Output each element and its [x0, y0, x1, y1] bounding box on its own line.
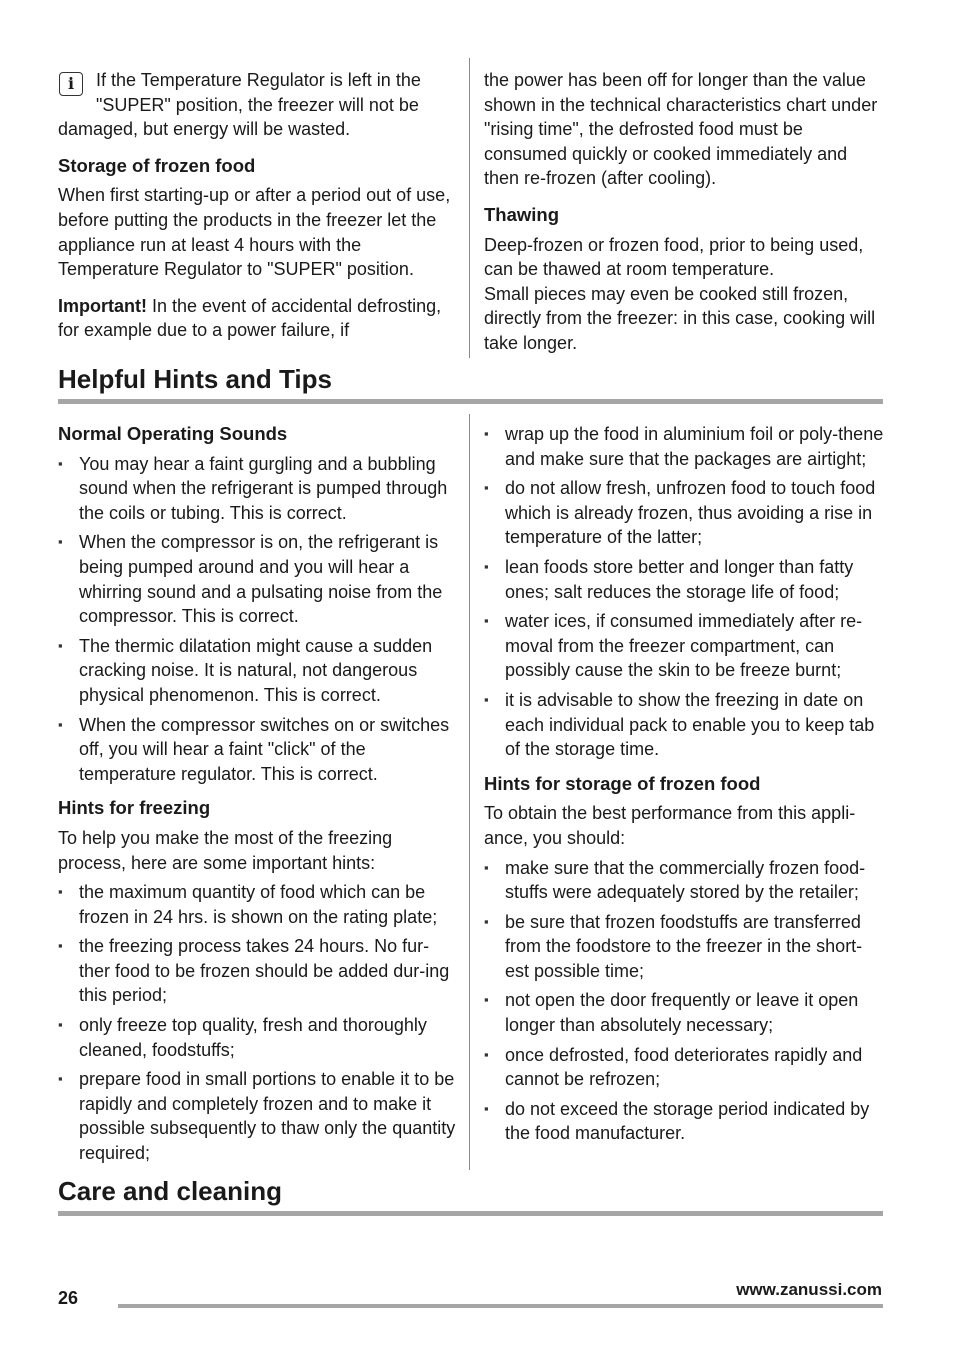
info-icon: i	[59, 72, 83, 96]
list-item: ▪ When the compressor is on, the refrigerant is being pumped around and you will hear a whirring sound and a pulsating noise from the compressor. This is correct.	[58, 530, 458, 628]
section-title-hints: Helpful Hints and Tips	[58, 364, 332, 394]
thawing-text-1: Deep-frozen or frozen food, prior to being used, can be thawed at room temperature.	[484, 234, 864, 280]
list-item: ▪ it is advisable to show the freezing in date on each individual pack to enable you to keep tab of the storage time.	[484, 688, 884, 762]
list-item: ▪ be sure that frozen foodstuffs are transferred from the foodstore to the freezer in the short-est possible time;	[484, 910, 884, 984]
column-divider	[469, 414, 470, 1170]
thawing-heading: Thawing	[484, 203, 560, 225]
info-note-text: If the Temperature Regulator is left in the "SUPER" position, the freezer will not be damaged, but energy will be wasted.	[58, 70, 421, 140]
list-item: ▪ the freezing process takes 24 hours. No fur-ther food to be frozen should be added dur-ing this period;	[58, 934, 458, 1008]
info-note	[58, 68, 458, 142]
thawing-text-2: Small pieces may even be cooked still frozen, directly from the freezer: in this case, cooking will take longer.	[484, 283, 876, 353]
list-item: ▪ do not allow fresh, unfrozen food to touch food which is already frozen, thus avoiding a rise in temperature of the latter;	[484, 476, 884, 550]
list-item: ▪ lean foods store better and longer than fatty ones; salt reduces the storage life of food;	[484, 555, 884, 604]
page-number: 26	[58, 1288, 79, 1308]
list-item: ▪ When the compressor switches on or switches off, you will hear a faint "click" of the temperature regulator. This is correct.	[58, 713, 458, 787]
footer-url[interactable]: www.zanussi.com	[736, 1280, 882, 1299]
continued-text: the power has been off for longer than the value shown in the technical characteristics chart under "rising time", the defrosted food must be consumed quickly or cooked immediately and then re-frozen (after cooling).	[484, 70, 878, 189]
storage-text: When first starting-up or after a period out of use, before putting the products in the freezer let the appliance run at least 4 hours with the Temperature Regulator to "SUPER" position.	[58, 185, 451, 280]
important-label: Important!	[58, 295, 147, 316]
important-paragraph	[58, 294, 458, 343]
sounds-heading: Normal Operating Sounds	[58, 423, 288, 444]
footer-rule	[118, 1304, 883, 1308]
storage-hints-heading: Hints for storage of frozen food	[484, 772, 761, 794]
list-item: ▪ The thermic dilatation might cause a sudden cracking noise. It is natural, not dangerous physical phenomenon. This is correct.	[58, 634, 458, 708]
section-title-care: Care and cleaning	[58, 1176, 282, 1206]
freezing-intro: To help you make the most of the freezing process, here are some important hints:	[58, 827, 393, 873]
top-right-column	[484, 68, 884, 356]
freezing-heading: Hints for freezing	[58, 797, 211, 819]
section-rule	[58, 1211, 883, 1216]
list-item: ▪ do not exceed the storage period indicated by the food manufacturer.	[484, 1097, 884, 1146]
storage-hints-intro: To obtain the best performance from this appli-ance, you should:	[484, 803, 856, 848]
list-item: ▪ the maximum quantity of food which can be frozen in 24 hrs. is shown on the rating plate;	[58, 880, 458, 929]
column-divider	[469, 58, 470, 358]
section-rule	[58, 399, 883, 404]
list-item: ▪ only freeze top quality, fresh and thoroughly cleaned, foodstuffs;	[58, 1013, 458, 1062]
list-item: ▪ not open the door frequently or leave it open longer than absolutely necessary;	[484, 988, 884, 1037]
top-left-column	[58, 68, 458, 343]
list-item: ▪ prepare food in small portions to enable it to be rapidly and completely frozen and to make it possible subsequently to thaw only the quantity required;	[58, 1067, 458, 1165]
freezing-list	[58, 880, 458, 1166]
list-item: ▪ You may hear a faint gurgling and a bubbling sound when the refrigerant is pumped through the coils or tubing. This is correct.	[58, 452, 458, 526]
hints-right-column	[484, 422, 884, 1151]
storage-hints-list	[484, 856, 884, 1147]
hints-left-column	[58, 422, 458, 1171]
list-item: ▪ make sure that the commercially frozen food-stuffs were adequately stored by the retailer;	[484, 856, 884, 905]
list-item: ▪ wrap up the food in aluminium foil or poly-thene and make sure that the packages are airtight;	[484, 422, 884, 471]
wrap-list	[484, 422, 884, 762]
storage-heading: Storage of frozen food	[58, 154, 256, 176]
list-item: ▪ once defrosted, food deteriorates rapidly and cannot be refrozen;	[484, 1043, 884, 1092]
important-text: In the event of accidental defrosting, for example due to a power failure, if	[58, 295, 442, 341]
list-item: ▪ water ices, if consumed immediately after re-moval from the freezer compartment, can possibly cause the skin to be freeze burnt;	[484, 609, 884, 683]
sounds-list	[58, 452, 458, 787]
